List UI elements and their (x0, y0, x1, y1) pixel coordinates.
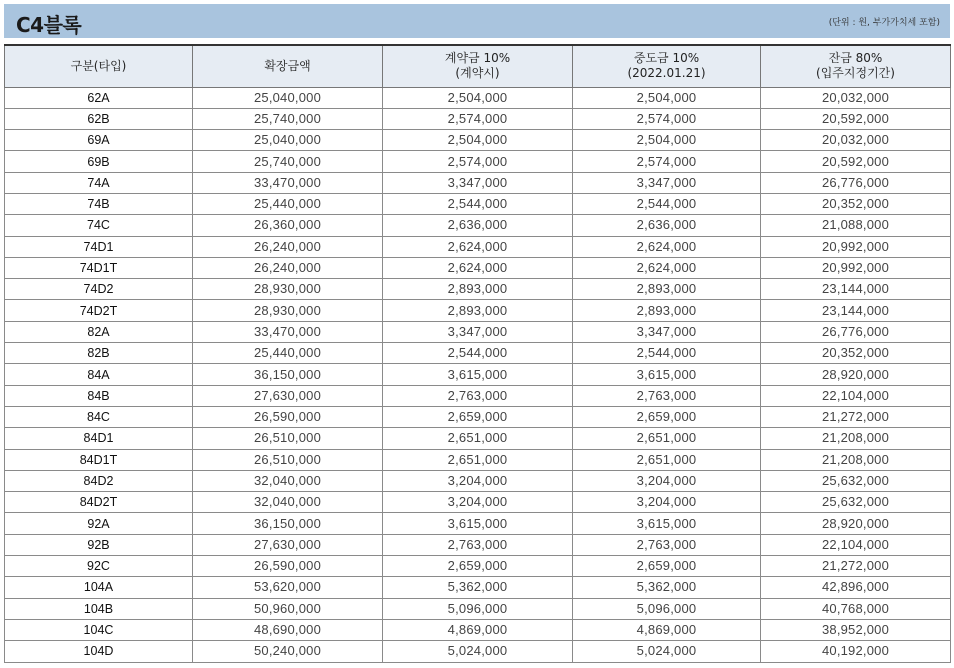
cell-deposit: 2,763,000 (383, 385, 573, 406)
cell-extension-amount: 33,470,000 (193, 321, 383, 342)
cell-balance: 21,208,000 (761, 449, 951, 470)
table-row (5, 108, 951, 129)
table-row (5, 321, 951, 342)
cell-interim: 4,869,000 (573, 619, 761, 640)
cell-interim: 2,574,000 (573, 151, 761, 172)
cell-deposit: 2,544,000 (383, 343, 573, 364)
table-row (5, 300, 951, 321)
cell-type: 92B (5, 534, 193, 555)
cell-deposit: 3,347,000 (383, 321, 573, 342)
cell-balance: 25,632,000 (761, 492, 951, 513)
cell-interim: 3,347,000 (573, 321, 761, 342)
cell-type: 84A (5, 364, 193, 385)
cell-interim: 2,544,000 (573, 343, 761, 364)
cell-deposit: 3,615,000 (383, 364, 573, 385)
cell-extension-amount: 48,690,000 (193, 619, 383, 640)
cell-type: 104C (5, 619, 193, 640)
cell-balance: 23,144,000 (761, 300, 951, 321)
table-row (5, 556, 951, 577)
cell-balance: 42,896,000 (761, 577, 951, 598)
table-row (5, 598, 951, 619)
cell-extension-amount: 26,510,000 (193, 428, 383, 449)
cell-extension-amount: 25,440,000 (193, 343, 383, 364)
cell-extension-amount: 26,510,000 (193, 449, 383, 470)
table-row (5, 257, 951, 278)
table-row (5, 385, 951, 406)
cell-balance: 38,952,000 (761, 619, 951, 640)
cell-deposit: 3,615,000 (383, 513, 573, 534)
cell-interim: 2,763,000 (573, 534, 761, 555)
cell-type: 84C (5, 406, 193, 427)
cell-extension-amount: 26,360,000 (193, 215, 383, 236)
column-header-line1: 확장금액 (264, 58, 311, 73)
table-row (5, 577, 951, 598)
cell-interim: 3,347,000 (573, 172, 761, 193)
cell-extension-amount: 32,040,000 (193, 492, 383, 513)
cell-type: 84D2T (5, 492, 193, 513)
table-row (5, 279, 951, 300)
cell-deposit: 2,624,000 (383, 236, 573, 257)
cell-deposit: 2,651,000 (383, 449, 573, 470)
cell-extension-amount: 26,240,000 (193, 257, 383, 278)
cell-type: 62B (5, 108, 193, 129)
cell-interim: 2,574,000 (573, 108, 761, 129)
unit-note: (단위 : 원, 부가가치세 포함) (828, 18, 940, 28)
cell-type: 92A (5, 513, 193, 534)
cell-interim: 3,204,000 (573, 492, 761, 513)
cell-type: 74D1 (5, 236, 193, 257)
cell-interim: 2,659,000 (573, 406, 761, 427)
cell-type: 104D (5, 641, 193, 662)
cell-balance: 21,272,000 (761, 556, 951, 577)
cell-extension-amount: 26,240,000 (193, 236, 383, 257)
cell-balance: 20,992,000 (761, 236, 951, 257)
table-row (5, 492, 951, 513)
column-header-line1: 중도금 10% (633, 51, 700, 66)
cell-interim: 2,651,000 (573, 449, 761, 470)
cell-deposit: 2,574,000 (383, 151, 573, 172)
cell-balance: 20,592,000 (761, 108, 951, 129)
cell-deposit: 5,362,000 (383, 577, 573, 598)
column-header-line1: 구분(타입) (70, 58, 127, 73)
column-header-line2: (입주지정기간) (816, 66, 895, 81)
cell-extension-amount: 28,930,000 (193, 279, 383, 300)
cell-deposit: 3,204,000 (383, 492, 573, 513)
cell-extension-amount: 26,590,000 (193, 556, 383, 577)
table-row (5, 470, 951, 491)
cell-extension-amount: 25,440,000 (193, 193, 383, 214)
cell-type: 84B (5, 385, 193, 406)
cell-interim: 2,504,000 (573, 87, 761, 108)
cell-interim: 5,362,000 (573, 577, 761, 598)
cell-extension-amount: 25,740,000 (193, 151, 383, 172)
column-header-line1: 잔금 80% (828, 51, 883, 66)
cell-deposit: 2,893,000 (383, 279, 573, 300)
table-row (5, 87, 951, 108)
cell-balance: 25,632,000 (761, 470, 951, 491)
cell-type: 74C (5, 215, 193, 236)
cell-interim: 3,615,000 (573, 364, 761, 385)
cell-balance: 26,776,000 (761, 172, 951, 193)
price-table (4, 44, 951, 663)
table-row (5, 193, 951, 214)
column-header-interim (573, 45, 761, 87)
cell-balance: 23,144,000 (761, 279, 951, 300)
cell-type: 74B (5, 193, 193, 214)
cell-deposit: 2,544,000 (383, 193, 573, 214)
cell-deposit: 2,763,000 (383, 534, 573, 555)
block-title: C4블록 (16, 13, 82, 37)
table-header (5, 45, 951, 87)
cell-deposit: 5,096,000 (383, 598, 573, 619)
cell-deposit: 2,624,000 (383, 257, 573, 278)
cell-type: 104B (5, 598, 193, 619)
cell-extension-amount: 28,930,000 (193, 300, 383, 321)
cell-type: 84D2 (5, 470, 193, 491)
cell-extension-amount: 25,740,000 (193, 108, 383, 129)
cell-interim: 3,204,000 (573, 470, 761, 491)
cell-balance: 40,192,000 (761, 641, 951, 662)
cell-balance: 20,352,000 (761, 343, 951, 364)
cell-interim: 2,763,000 (573, 385, 761, 406)
cell-interim: 2,504,000 (573, 130, 761, 151)
cell-extension-amount: 26,590,000 (193, 406, 383, 427)
cell-deposit: 2,504,000 (383, 87, 573, 108)
header-row (5, 45, 951, 87)
table-row (5, 364, 951, 385)
cell-type: 69B (5, 151, 193, 172)
cell-deposit: 2,651,000 (383, 428, 573, 449)
cell-balance: 21,208,000 (761, 428, 951, 449)
cell-deposit: 2,574,000 (383, 108, 573, 129)
cell-extension-amount: 53,620,000 (193, 577, 383, 598)
column-header-deposit (383, 45, 573, 87)
cell-interim: 2,659,000 (573, 556, 761, 577)
column-header-extension-amount (193, 45, 383, 87)
cell-deposit: 4,869,000 (383, 619, 573, 640)
cell-type: 62A (5, 87, 193, 108)
cell-type: 74D1T (5, 257, 193, 278)
cell-extension-amount: 36,150,000 (193, 513, 383, 534)
cell-interim: 2,893,000 (573, 300, 761, 321)
cell-deposit: 2,659,000 (383, 556, 573, 577)
column-header-line2: (계약시) (455, 66, 500, 81)
cell-interim: 2,636,000 (573, 215, 761, 236)
cell-type: 84D1 (5, 428, 193, 449)
cell-type: 74D2T (5, 300, 193, 321)
cell-interim: 2,544,000 (573, 193, 761, 214)
cell-deposit: 3,204,000 (383, 470, 573, 491)
table-row (5, 130, 951, 151)
cell-extension-amount: 50,960,000 (193, 598, 383, 619)
cell-balance: 20,352,000 (761, 193, 951, 214)
table-row (5, 619, 951, 640)
cell-type: 92C (5, 556, 193, 577)
column-header-type (5, 45, 193, 87)
table-row (5, 513, 951, 534)
cell-balance: 20,592,000 (761, 151, 951, 172)
cell-extension-amount: 25,040,000 (193, 130, 383, 151)
cell-type: 104A (5, 577, 193, 598)
cell-deposit: 5,024,000 (383, 641, 573, 662)
table-row (5, 406, 951, 427)
table-body (5, 87, 951, 662)
table-row (5, 449, 951, 470)
table-row (5, 215, 951, 236)
cell-interim: 2,651,000 (573, 428, 761, 449)
cell-deposit: 2,504,000 (383, 130, 573, 151)
cell-deposit: 2,893,000 (383, 300, 573, 321)
cell-extension-amount: 33,470,000 (193, 172, 383, 193)
cell-balance: 28,920,000 (761, 364, 951, 385)
cell-balance: 22,104,000 (761, 385, 951, 406)
cell-interim: 3,615,000 (573, 513, 761, 534)
block-header-bar (4, 4, 950, 38)
cell-balance: 20,032,000 (761, 87, 951, 108)
cell-extension-amount: 36,150,000 (193, 364, 383, 385)
cell-type: 69A (5, 130, 193, 151)
cell-type: 74A (5, 172, 193, 193)
cell-extension-amount: 50,240,000 (193, 641, 383, 662)
cell-type: 74D2 (5, 279, 193, 300)
cell-balance: 26,776,000 (761, 321, 951, 342)
cell-balance: 28,920,000 (761, 513, 951, 534)
table-row (5, 343, 951, 364)
cell-balance: 21,088,000 (761, 215, 951, 236)
column-header-balance (761, 45, 951, 87)
cell-interim: 2,624,000 (573, 236, 761, 257)
cell-extension-amount: 32,040,000 (193, 470, 383, 491)
table-row (5, 151, 951, 172)
cell-balance: 22,104,000 (761, 534, 951, 555)
cell-extension-amount: 27,630,000 (193, 534, 383, 555)
cell-extension-amount: 25,040,000 (193, 87, 383, 108)
column-header-line2: (2022.01.21) (627, 66, 706, 81)
table-row (5, 534, 951, 555)
cell-balance: 21,272,000 (761, 406, 951, 427)
cell-deposit: 2,659,000 (383, 406, 573, 427)
cell-extension-amount: 27,630,000 (193, 385, 383, 406)
cell-balance: 40,768,000 (761, 598, 951, 619)
cell-deposit: 3,347,000 (383, 172, 573, 193)
cell-deposit: 2,636,000 (383, 215, 573, 236)
cell-type: 84D1T (5, 449, 193, 470)
table-row (5, 641, 951, 662)
table-row (5, 236, 951, 257)
cell-balance: 20,992,000 (761, 257, 951, 278)
cell-interim: 2,624,000 (573, 257, 761, 278)
table-row (5, 428, 951, 449)
cell-interim: 2,893,000 (573, 279, 761, 300)
cell-interim: 5,096,000 (573, 598, 761, 619)
column-header-line1: 계약금 10% (444, 51, 511, 66)
cell-type: 82A (5, 321, 193, 342)
cell-type: 82B (5, 343, 193, 364)
cell-interim: 5,024,000 (573, 641, 761, 662)
table-row (5, 172, 951, 193)
cell-balance: 20,032,000 (761, 130, 951, 151)
